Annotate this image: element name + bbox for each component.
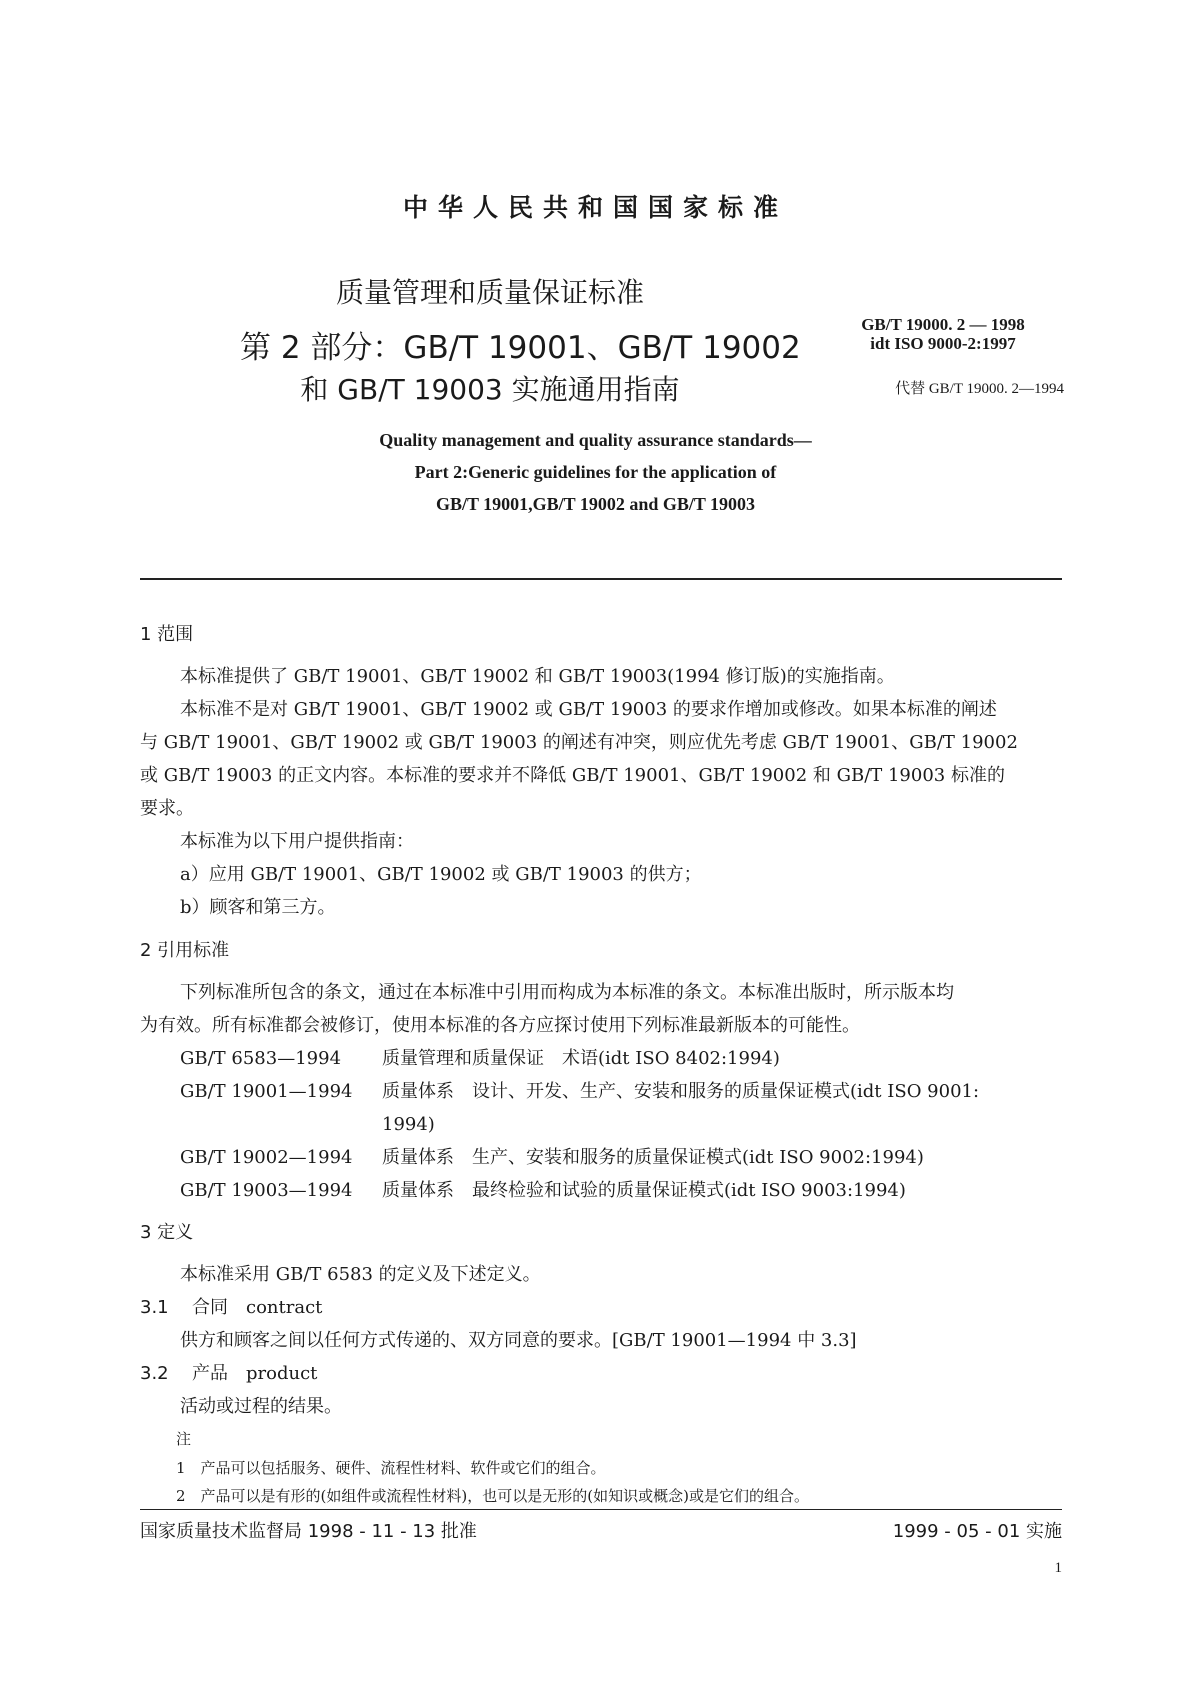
definition-text: 供方和顾客之间以任何方式传递的、双方同意的要求。[GB/T 19001—1994 中 3.3] <box>180 1330 857 1351</box>
effective-date: 1999 - 05 - 01 实施 <box>892 1521 1062 1542</box>
reference-title: 质量管理和质量保证 术语(idt ISO 8402:1994) <box>382 1048 780 1069</box>
title-en-line2: Part 2:Generic guidelines for the application of <box>414 462 777 482</box>
standard-code: GB/T 19000. 2 — 1998 <box>861 315 1025 334</box>
definition-text: 活动或过程的结果。 <box>180 1396 342 1417</box>
note-label: 注 <box>176 1430 192 1448</box>
reference-code: GB/T 19002—1994 <box>180 1147 353 1168</box>
section-2-para-line-2: 为有效。所有标准都会被修订，使用本标准的各方应探讨使用下列标准最新版本的可能性。 <box>140 1015 860 1036</box>
page-number: 1 <box>1054 1560 1062 1576</box>
reference-code: GB/T 19001—1994 <box>180 1081 353 1102</box>
reference-title: 质量体系 生产、安装和服务的质量保证模式(idt ISO 9002:1994) <box>382 1147 924 1168</box>
reference-code: GB/T 6583—1994 <box>180 1048 342 1069</box>
title-en-line3: GB/T 19001,GB/T 19002 and GB/T 19003 <box>435 494 756 514</box>
definition-number: 3.1 <box>140 1297 169 1318</box>
section-1-para-1: 本标准提供了 GB/T 19001、GB/T 19002 和 GB/T 19003(1994 修订版)的实施指南。 <box>180 666 895 687</box>
approval-note: 国家质量技术监督局 1998 - 11 - 13 批准 <box>140 1521 477 1542</box>
title-cn-line1: 质量管理和质量保证标准 <box>335 276 644 309</box>
national-standard-title: 中华人民共和国国家标准 <box>402 193 788 222</box>
section-2-para-line-1: 下列标准所包含的条文，通过在本标准中引用而构成为本标准的条文。本标准出版时，所示版本均 <box>180 982 954 1003</box>
reference-code: GB/T 19003—1994 <box>180 1180 353 1201</box>
footer-divider <box>140 1509 1062 1510</box>
reference-title: 质量体系 设计、开发、生产、安装和服务的质量保证模式(idt ISO 9001: <box>382 1081 980 1102</box>
definition-term: 合同 contract <box>192 1297 323 1318</box>
replaces-note: 代替 GB/T 19000. 2—1994 <box>895 381 1064 397</box>
reference-title: 质量体系 最终检验和试验的质量保证模式(idt ISO 9003:1994) <box>382 1180 906 1201</box>
title-cn-line2: 第 2 部分：GB/T 19001、GB/T 19002 <box>240 330 801 366</box>
section-1-item-b: b）顾客和第三方。 <box>180 897 336 918</box>
reference-title-continued: 1994) <box>382 1114 435 1135</box>
section-1-para-2-line-4: 要求。 <box>140 798 194 819</box>
section-1-para-3: 本标准为以下用户提供指南： <box>180 831 414 852</box>
title-en-line1: Quality management and quality assurance standards— <box>379 430 812 450</box>
definition-term: 产品 product <box>192 1363 318 1384</box>
section-3-heading: 3 定义 <box>140 1222 194 1243</box>
section-1-item-a: a）应用 GB/T 19001、GB/T 19002 或 GB/T 19003 的供方； <box>180 864 702 885</box>
section-1-para-2-line-3: 或 GB/T 19003 的正文内容。本标准的要求并不降低 GB/T 19001、GB/T 19002 和 GB/T 19003 标准的 <box>140 765 1005 786</box>
note-2: 2 产品可以是有形的(如组件或流程性材料)，也可以是无形的(如知识或概念)或是它们的组合。 <box>176 1487 809 1505</box>
section-3-para: 本标准采用 GB/T 6583 的定义及下述定义。 <box>180 1264 541 1285</box>
section-1-para-2-line-1: 本标准不是对 GB/T 19001、GB/T 19002 或 GB/T 19003 的要求作增加或修改。如果本标准的阐述 <box>180 699 997 720</box>
definition-number: 3.2 <box>140 1363 169 1384</box>
header-divider <box>140 578 1062 580</box>
standard-code-block <box>823 315 1063 353</box>
section-1-para-2-line-2: 与 GB/T 19001、GB/T 19002 或 GB/T 19003 的阐述有冲突，则应优先考虑 GB/T 19001、GB/T 19002 <box>140 732 1018 753</box>
section-1-heading: 1 范围 <box>140 624 194 645</box>
note-1: 1 产品可以包括服务、硬件、流程性材料、软件或它们的组合。 <box>176 1459 606 1477</box>
title-cn-line3: 和 GB/T 19003 实施通用指南 <box>300 373 680 406</box>
idt-reference: idt ISO 9000-2:1997 <box>870 334 1016 353</box>
section-2-heading: 2 引用标准 <box>140 940 230 961</box>
